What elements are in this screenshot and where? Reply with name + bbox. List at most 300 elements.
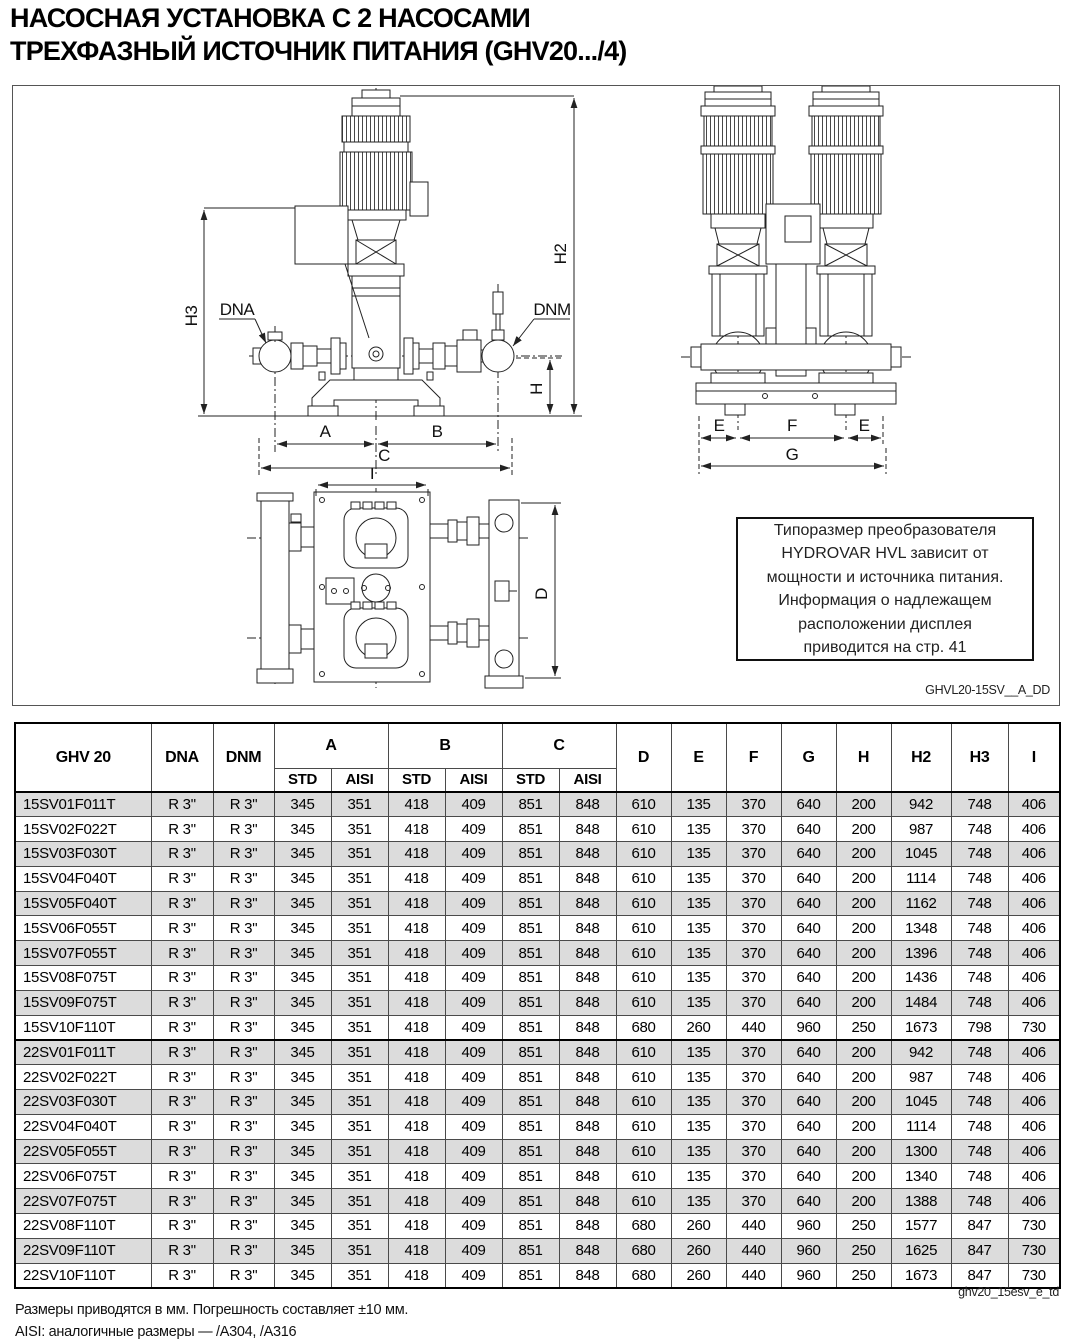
value-cell: R 3"	[213, 966, 274, 991]
value-cell: R 3"	[213, 941, 274, 966]
col-header-b: B	[388, 723, 502, 768]
value-cell: 351	[331, 866, 388, 891]
value-cell: 409	[445, 990, 502, 1015]
dim-label-g: G	[785, 445, 799, 464]
value-cell: R 3"	[213, 1139, 274, 1164]
value-cell: 135	[671, 891, 726, 916]
value-cell: R 3"	[151, 1065, 213, 1090]
value-cell: R 3"	[213, 792, 274, 817]
col-header-dnm: DNM	[213, 723, 274, 792]
value-cell: 1673	[891, 1263, 951, 1288]
value-cell: 748	[951, 842, 1008, 867]
value-cell: 260	[671, 1214, 726, 1239]
value-cell: 370	[726, 891, 781, 916]
value-cell: 409	[445, 916, 502, 941]
value-cell: 848	[559, 916, 616, 941]
top-view-drawing	[247, 485, 561, 688]
value-cell: R 3"	[151, 891, 213, 916]
value-cell: 987	[891, 817, 951, 842]
value-cell: 640	[781, 1090, 836, 1115]
dim-label-dnm: DNM	[533, 300, 571, 319]
page-title-line2: ТРЕХФАЗНЫЙ ИСТОЧНИК ПИТАНИЯ (GHV20.../4)	[10, 36, 627, 66]
value-cell: 960	[781, 1214, 836, 1239]
value-cell: 406	[1008, 1139, 1060, 1164]
value-cell: 847	[951, 1214, 1008, 1239]
table-row	[15, 1214, 1060, 1239]
table-row	[15, 1040, 1060, 1065]
value-cell: 851	[502, 941, 559, 966]
value-cell: 418	[388, 817, 445, 842]
value-cell: 409	[445, 1015, 502, 1040]
value-cell: R 3"	[151, 842, 213, 867]
value-cell: 406	[1008, 891, 1060, 916]
value-cell: 409	[445, 817, 502, 842]
value-cell: 260	[671, 1238, 726, 1263]
value-cell: 135	[671, 792, 726, 817]
value-cell: 418	[388, 792, 445, 817]
value-cell: 610	[616, 1090, 671, 1115]
value-cell: 1300	[891, 1139, 951, 1164]
value-cell: 370	[726, 916, 781, 941]
value-cell: 135	[671, 941, 726, 966]
value-cell: 409	[445, 792, 502, 817]
value-cell: 345	[274, 1065, 331, 1090]
dim-label-e-right: E	[858, 416, 870, 435]
table-row	[15, 966, 1060, 991]
value-cell: 406	[1008, 1065, 1060, 1090]
value-cell: 748	[951, 891, 1008, 916]
value-cell: 406	[1008, 941, 1060, 966]
value-cell: 748	[951, 792, 1008, 817]
value-cell: 418	[388, 916, 445, 941]
value-cell: 351	[331, 1214, 388, 1239]
value-cell: 847	[951, 1238, 1008, 1263]
value-cell: 1577	[891, 1214, 951, 1239]
value-cell: 135	[671, 1065, 726, 1090]
col-header-dna: DNA	[151, 723, 213, 792]
value-cell: 1625	[891, 1238, 951, 1263]
value-cell: 748	[951, 1164, 1008, 1189]
value-cell: 987	[891, 1065, 951, 1090]
note-line: приводится на стр. 41	[803, 639, 967, 656]
value-cell: 135	[671, 916, 726, 941]
value-cell: 440	[726, 1263, 781, 1288]
value-cell: 848	[559, 1263, 616, 1288]
value-cell: 370	[726, 941, 781, 966]
value-cell: 345	[274, 1189, 331, 1214]
value-cell: 610	[616, 941, 671, 966]
note-line: HYDROVAR HVL зависит от	[781, 545, 989, 562]
value-cell: 200	[836, 941, 891, 966]
value-cell: 640	[781, 891, 836, 916]
table-row	[15, 1090, 1060, 1115]
value-cell: 351	[331, 842, 388, 867]
value-cell: R 3"	[151, 1114, 213, 1139]
value-cell: 260	[671, 1015, 726, 1040]
value-cell: R 3"	[151, 990, 213, 1015]
value-cell: 851	[502, 966, 559, 991]
col-subheader-a-std: STD	[274, 768, 331, 792]
value-cell: 351	[331, 817, 388, 842]
value-cell: 135	[671, 990, 726, 1015]
value-cell: 409	[445, 966, 502, 991]
value-cell: 345	[274, 866, 331, 891]
value-cell: 135	[671, 842, 726, 867]
value-cell: 409	[445, 1065, 502, 1090]
value-cell: 345	[274, 1214, 331, 1239]
col-subheader-a-aisi: AISI	[331, 768, 388, 792]
value-cell: 370	[726, 817, 781, 842]
value-cell: 409	[445, 1189, 502, 1214]
value-cell: 418	[388, 1189, 445, 1214]
value-cell: R 3"	[213, 1015, 274, 1040]
value-cell: 610	[616, 1040, 671, 1065]
value-cell: R 3"	[151, 966, 213, 991]
col-header-h2: H2	[891, 723, 951, 792]
value-cell: 418	[388, 866, 445, 891]
value-cell: 200	[836, 792, 891, 817]
note-line: расположении дисплея	[798, 615, 972, 633]
value-cell: 409	[445, 1040, 502, 1065]
value-cell: 851	[502, 916, 559, 941]
model-cell: 22SV07F075T	[15, 1189, 151, 1214]
value-cell: 942	[891, 1040, 951, 1065]
dim-label-a: A	[319, 422, 331, 441]
value-cell: 406	[1008, 966, 1060, 991]
value-cell: R 3"	[151, 1015, 213, 1040]
value-cell: 135	[671, 966, 726, 991]
value-cell: 135	[671, 1090, 726, 1115]
value-cell: 848	[559, 1065, 616, 1090]
value-cell: R 3"	[213, 866, 274, 891]
value-cell: 135	[671, 1189, 726, 1214]
value-cell: 848	[559, 941, 616, 966]
value-cell: 345	[274, 990, 331, 1015]
value-cell: 351	[331, 1090, 388, 1115]
value-cell: 798	[951, 1015, 1008, 1040]
value-cell: 748	[951, 1114, 1008, 1139]
value-cell: 345	[274, 842, 331, 867]
document-code: ghv20_15esv_e_td	[958, 1285, 1059, 1299]
model-cell: 22SV01F011T	[15, 1040, 151, 1065]
value-cell: 345	[274, 916, 331, 941]
table-row	[15, 792, 1060, 817]
value-cell: 748	[951, 966, 1008, 991]
value-cell: 409	[445, 1164, 502, 1189]
value-cell: 351	[331, 1015, 388, 1040]
value-cell: 370	[726, 842, 781, 867]
value-cell: 135	[671, 1040, 726, 1065]
value-cell: 851	[502, 1214, 559, 1239]
value-cell: 200	[836, 866, 891, 891]
value-cell: 200	[836, 1189, 891, 1214]
value-cell: 370	[726, 1065, 781, 1090]
table-row	[15, 891, 1060, 916]
value-cell: 260	[671, 1263, 726, 1288]
value-cell: 409	[445, 1238, 502, 1263]
col-subheader-c-aisi: AISI	[559, 768, 616, 792]
value-cell: 610	[616, 1189, 671, 1214]
table-row	[15, 1164, 1060, 1189]
value-cell: 406	[1008, 916, 1060, 941]
value-cell: 409	[445, 1263, 502, 1288]
value-cell: 345	[274, 891, 331, 916]
value-cell: 851	[502, 1164, 559, 1189]
hydrovar-note-box	[736, 517, 1034, 661]
value-cell: 851	[502, 1065, 559, 1090]
value-cell: 610	[616, 1065, 671, 1090]
col-header-model: GHV 20	[15, 723, 151, 792]
value-cell: 406	[1008, 1164, 1060, 1189]
value-cell: R 3"	[213, 990, 274, 1015]
value-cell: 409	[445, 866, 502, 891]
model-cell: 22SV02F022T	[15, 1065, 151, 1090]
value-cell: 610	[616, 916, 671, 941]
value-cell: 345	[274, 1114, 331, 1139]
col-header-d: D	[616, 723, 671, 792]
model-cell: 22SV08F110T	[15, 1214, 151, 1239]
value-cell: 851	[502, 1090, 559, 1115]
value-cell: 345	[274, 1263, 331, 1288]
model-cell: 22SV10F110T	[15, 1263, 151, 1288]
value-cell: 730	[1008, 1015, 1060, 1040]
value-cell: 200	[836, 891, 891, 916]
value-cell: 345	[274, 1015, 331, 1040]
model-cell: 22SV04F040T	[15, 1114, 151, 1139]
value-cell: 748	[951, 817, 1008, 842]
model-cell: 15SV03F030T	[15, 842, 151, 867]
value-cell: 200	[836, 842, 891, 867]
model-cell: 15SV04F040T	[15, 866, 151, 891]
dim-label-c: C	[378, 446, 390, 465]
value-cell: 1045	[891, 1090, 951, 1115]
value-cell: 680	[616, 1238, 671, 1263]
value-cell: 640	[781, 966, 836, 991]
value-cell: R 3"	[213, 842, 274, 867]
value-cell: R 3"	[213, 817, 274, 842]
value-cell: 610	[616, 866, 671, 891]
model-cell: 22SV05F055T	[15, 1139, 151, 1164]
value-cell: 406	[1008, 1040, 1060, 1065]
model-cell: 22SV09F110T	[15, 1238, 151, 1263]
table-row	[15, 866, 1060, 891]
model-cell: 22SV06F075T	[15, 1164, 151, 1189]
value-cell: 960	[781, 1238, 836, 1263]
value-cell: 730	[1008, 1263, 1060, 1288]
value-cell: R 3"	[151, 1164, 213, 1189]
value-cell: 351	[331, 966, 388, 991]
value-cell: 440	[726, 1238, 781, 1263]
value-cell: 610	[616, 842, 671, 867]
value-cell: 1388	[891, 1189, 951, 1214]
value-cell: 848	[559, 891, 616, 916]
value-cell: 200	[836, 990, 891, 1015]
model-cell: 15SV05F040T	[15, 891, 151, 916]
dimensions-table	[14, 722, 1061, 1289]
col-header-i: I	[1008, 723, 1060, 792]
value-cell: 640	[781, 1040, 836, 1065]
value-cell: 748	[951, 916, 1008, 941]
value-cell: 851	[502, 891, 559, 916]
value-cell: 345	[274, 817, 331, 842]
value-cell: 351	[331, 1189, 388, 1214]
value-cell: 200	[836, 1164, 891, 1189]
note-line: Информация о надлежащем	[778, 592, 992, 609]
value-cell: 351	[331, 916, 388, 941]
value-cell: 409	[445, 842, 502, 867]
dim-label-i: I	[369, 464, 375, 483]
value-cell: 351	[331, 792, 388, 817]
value-cell: 418	[388, 1114, 445, 1139]
value-cell: 748	[951, 941, 1008, 966]
value-cell: 418	[388, 842, 445, 867]
col-header-f: F	[726, 723, 781, 792]
value-cell: R 3"	[151, 866, 213, 891]
value-cell: 351	[331, 990, 388, 1015]
value-cell: 640	[781, 866, 836, 891]
page-title	[10, 2, 627, 68]
value-cell: 406	[1008, 842, 1060, 867]
value-cell: 610	[616, 1139, 671, 1164]
technical-drawing-panel	[12, 85, 1060, 706]
value-cell: 135	[671, 866, 726, 891]
value-cell: 200	[836, 916, 891, 941]
value-cell: 610	[616, 891, 671, 916]
value-cell: R 3"	[151, 1189, 213, 1214]
value-cell: 200	[836, 1090, 891, 1115]
value-cell: 200	[836, 1114, 891, 1139]
value-cell: 370	[726, 792, 781, 817]
value-cell: 851	[502, 842, 559, 867]
value-cell: R 3"	[213, 1114, 274, 1139]
value-cell: 351	[331, 1263, 388, 1288]
value-cell: 345	[274, 1040, 331, 1065]
value-cell: R 3"	[213, 1214, 274, 1239]
value-cell: 406	[1008, 792, 1060, 817]
value-cell: R 3"	[213, 1164, 274, 1189]
value-cell: 960	[781, 1015, 836, 1040]
footnote-dimensions: Размеры приводятся в мм. Погрешность составляет ±10 мм.	[15, 1302, 409, 1318]
value-cell: 418	[388, 1065, 445, 1090]
value-cell: 851	[502, 1238, 559, 1263]
value-cell: 418	[388, 1040, 445, 1065]
value-cell: 200	[836, 1040, 891, 1065]
table-row	[15, 1189, 1060, 1214]
table-row	[15, 842, 1060, 867]
value-cell: R 3"	[151, 792, 213, 817]
front-view-drawing	[198, 88, 582, 476]
value-cell: 851	[502, 1015, 559, 1040]
value-cell: 440	[726, 1214, 781, 1239]
value-cell: 1045	[891, 842, 951, 867]
value-cell: 418	[388, 1214, 445, 1239]
value-cell: 406	[1008, 866, 1060, 891]
value-cell: R 3"	[213, 916, 274, 941]
value-cell: 851	[502, 792, 559, 817]
col-header-h3: H3	[951, 723, 1008, 792]
value-cell: 345	[274, 1090, 331, 1115]
value-cell: 1436	[891, 966, 951, 991]
value-cell: 1348	[891, 916, 951, 941]
value-cell: 851	[502, 1263, 559, 1288]
value-cell: 409	[445, 1114, 502, 1139]
col-header-h: H	[836, 723, 891, 792]
table-row	[15, 941, 1060, 966]
value-cell: 370	[726, 1189, 781, 1214]
table-body	[15, 792, 1060, 1288]
value-cell: 848	[559, 1238, 616, 1263]
value-cell: 250	[836, 1238, 891, 1263]
value-cell: 640	[781, 1189, 836, 1214]
value-cell: R 3"	[151, 1263, 213, 1288]
table-row	[15, 1238, 1060, 1263]
value-cell: 848	[559, 1214, 616, 1239]
value-cell: 418	[388, 1139, 445, 1164]
value-cell: 848	[559, 1139, 616, 1164]
value-cell: R 3"	[151, 1238, 213, 1263]
dim-label-dna: DNA	[219, 300, 255, 319]
dim-label-h3: H3	[182, 305, 201, 327]
value-cell: 409	[445, 891, 502, 916]
value-cell: 748	[951, 1090, 1008, 1115]
value-cell: 406	[1008, 990, 1060, 1015]
value-cell: 250	[836, 1015, 891, 1040]
model-cell: 15SV01F011T	[15, 792, 151, 817]
table-row	[15, 1139, 1060, 1164]
model-cell: 15SV08F075T	[15, 966, 151, 991]
value-cell: 345	[274, 941, 331, 966]
value-cell: 370	[726, 990, 781, 1015]
value-cell: 409	[445, 941, 502, 966]
value-cell: 200	[836, 817, 891, 842]
value-cell: 610	[616, 817, 671, 842]
value-cell: 848	[559, 792, 616, 817]
value-cell: 640	[781, 941, 836, 966]
dim-label-h: H	[527, 383, 546, 395]
value-cell: 135	[671, 817, 726, 842]
value-cell: 418	[388, 966, 445, 991]
footnote-aisi: AISI: аналогичные размеры — /A304, /A316	[15, 1324, 297, 1340]
value-cell: 409	[445, 1139, 502, 1164]
value-cell: 851	[502, 990, 559, 1015]
col-subheader-c-std: STD	[502, 768, 559, 792]
dim-label-d: D	[532, 588, 551, 600]
value-cell: R 3"	[151, 1040, 213, 1065]
value-cell: 345	[274, 792, 331, 817]
value-cell: 851	[502, 866, 559, 891]
table-row	[15, 817, 1060, 842]
value-cell: 406	[1008, 1090, 1060, 1115]
dim-label-b: B	[431, 422, 443, 441]
value-cell: 406	[1008, 1189, 1060, 1214]
value-cell: R 3"	[151, 1090, 213, 1115]
col-header-c: C	[502, 723, 616, 768]
table-row	[15, 1065, 1060, 1090]
value-cell: R 3"	[213, 1263, 274, 1288]
value-cell: 135	[671, 1139, 726, 1164]
value-cell: 680	[616, 1214, 671, 1239]
value-cell: 848	[559, 866, 616, 891]
value-cell: 848	[559, 1015, 616, 1040]
value-cell: 418	[388, 941, 445, 966]
value-cell: 351	[331, 1164, 388, 1189]
value-cell: 200	[836, 1139, 891, 1164]
value-cell: 640	[781, 1139, 836, 1164]
value-cell: 370	[726, 1164, 781, 1189]
value-cell: 345	[274, 1139, 331, 1164]
value-cell: R 3"	[213, 1090, 274, 1115]
value-cell: 640	[781, 842, 836, 867]
